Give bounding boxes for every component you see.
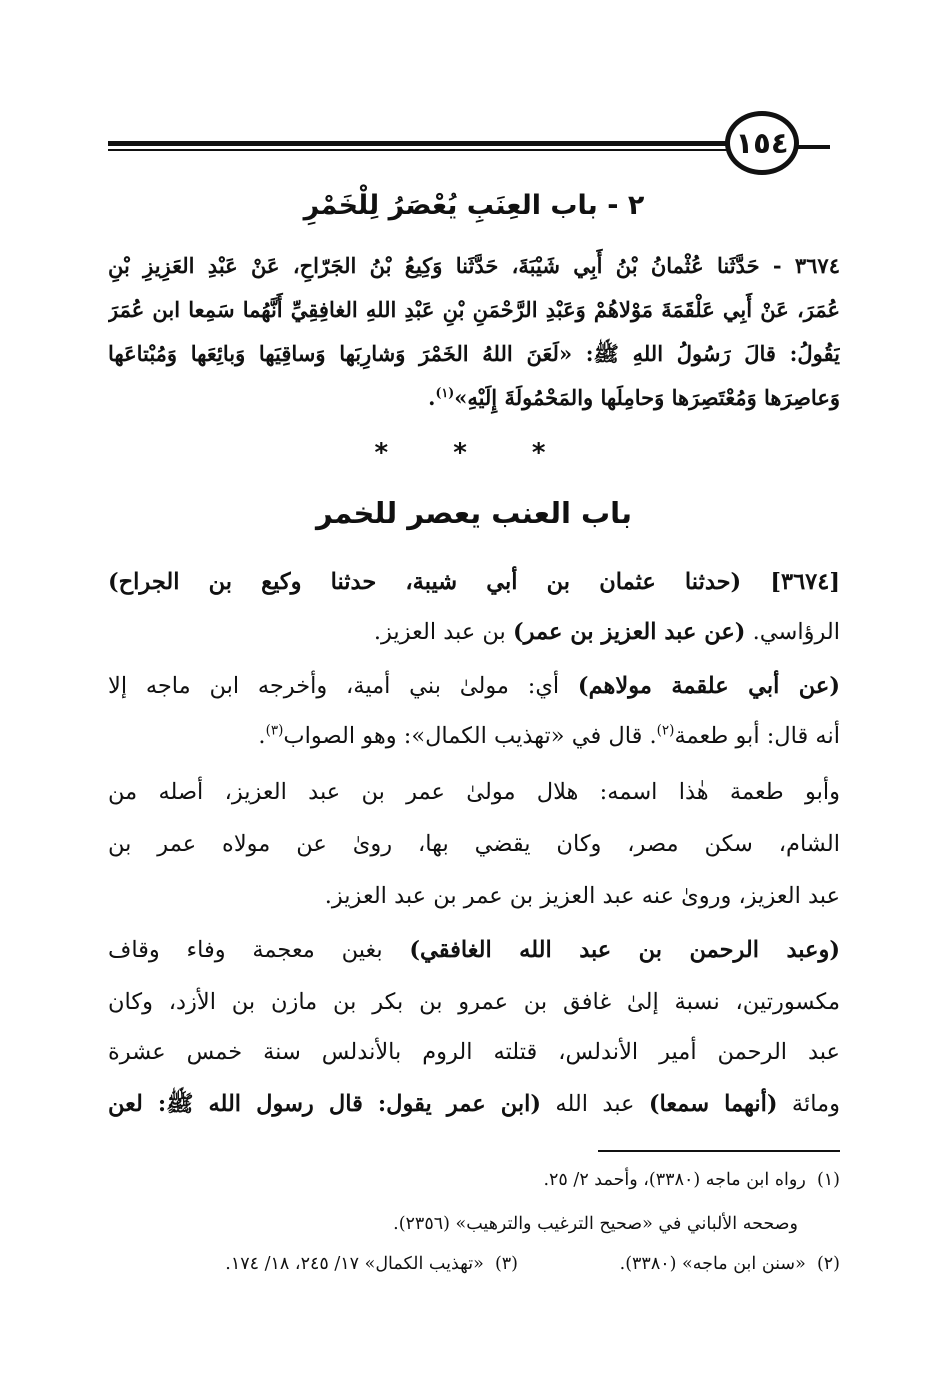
hadith-line-4: وَعاصِرَها وَمُعْتَصِرَها وَحامِلَها والمَحْمُولَةَ إِلَيْهِ»$^{(١)}$. [428,385,840,410]
commentary-title: باب العنب يعصر للخمر [316,496,632,530]
commentary-line-9: مكسورتين، نسبة إلىٰ غافق بن عمرو بن بكر بن مازن بن الأزد، وكان [108,989,840,1015]
footnote-ref: (٢) [656,722,675,739]
commentary-line-5: وأبو طعمة هٰذا اسمه: هلال مولىٰ عمر بن عبد العزيز، أصله من [108,779,840,805]
commentary-line-7: عبد العزيز، وروىٰ عنه عبد العزيز بن عمر بن عبد العزيز. [324,883,840,909]
footnote-ref: (١) [435,385,455,400]
commentary-line-1: [٣٦٧٤] (حدثنا عثمان بن أبي شيبة، حدثنا وكيع بن الجراح) [108,569,840,595]
header-rule-thin [108,149,740,151]
footnote-rule [598,1150,840,1152]
footnote-2: (٢) «سنن ابن ماجه» (٣٣٨٠). [619,1254,840,1274]
section-separator: * * * [374,438,574,468]
commentary-line-6: الشام، سكن مصر، وكان يقضي بها، روىٰ عن مولاه عمر بن [108,831,840,857]
hadith-line-3: يَقُولُ: قالَ رَسُولُ اللهِ ﷺ: «لَعَنَ اللهُ الخَمْرَ وَشارِبَها وَساقِيَها وَبائِعَها وَمُبْتاعَها [108,341,840,366]
footnote-3: (٣) «تهذيب الكمال» ١٧/ ٢٤٥، ١٨/ ١٧٤. [225,1254,518,1274]
footnote-ref: (٣) [265,722,284,739]
commentary-line-2: الرؤاسي. (عن عبد العزيز بن عمر) بن عبد العزيز. [373,619,840,645]
footnote-1-continued: وصححه الألباني في «صحيح الترغيب والترهيب» (٢٣٥٦). [393,1214,798,1234]
chapter-title: ٢ - باب العِنَبِ يُعْصَرُ لِلْخَمْرِ [303,190,645,221]
commentary-line-10: عبد الرحمن أمير الأندلس، قتلته الروم بالأندلس سنة خمس عشرة [108,1039,840,1065]
hadith-line-2: عُمَرَ، عَنْ أَبِي عَلْقَمَةَ مَوْلاهُمْ وَعَبْدِ الرَّحْمَنِ بْنِ عَبْدِ اللهِ الغافِقِيِّ أَنَّهُما سَمِعا ابن عُمَرَ [108,297,840,322]
commentary-line-11: ومائة (أنهما سمعا) عبد الله (ابن عمر يقول: قال رسول الله ﷺ: لعن [108,1091,840,1117]
header-rule-tail [798,145,830,149]
commentary-line-4: أنه قال: أبو طعمة$^{(٢)}$. قال في «تهذيب الكمال»: وهو الصواب$^{(٣)}$. [258,722,840,749]
header-rule [108,141,740,146]
commentary-line-8: (وعبد الرحمن بن عبد الله الغافقي) بغين معجمة وفاء وقاف [108,937,840,963]
footnote-1: (١) رواه ابن ماجه (٣٣٨٠)، وأحمد ٢/ ٢٥. [543,1170,840,1190]
commentary-line-3: (عن أبي علقمة مولاهم) أي: مولىٰ بني أمية، وأخرجه ابن ماجه إلا [108,673,840,699]
hadith-line-1: ٣٦٧٤ - حَدَّثَنا عُثْمانُ بْنُ أَبِي شَيْبَةَ، حَدَّثَنا وَكِيعُ بْنُ الجَرّاحِ، عَنْ عَبْدِ العَزِيزِ بْنِ [108,253,840,278]
page-number: ١٥٤ [725,111,799,175]
